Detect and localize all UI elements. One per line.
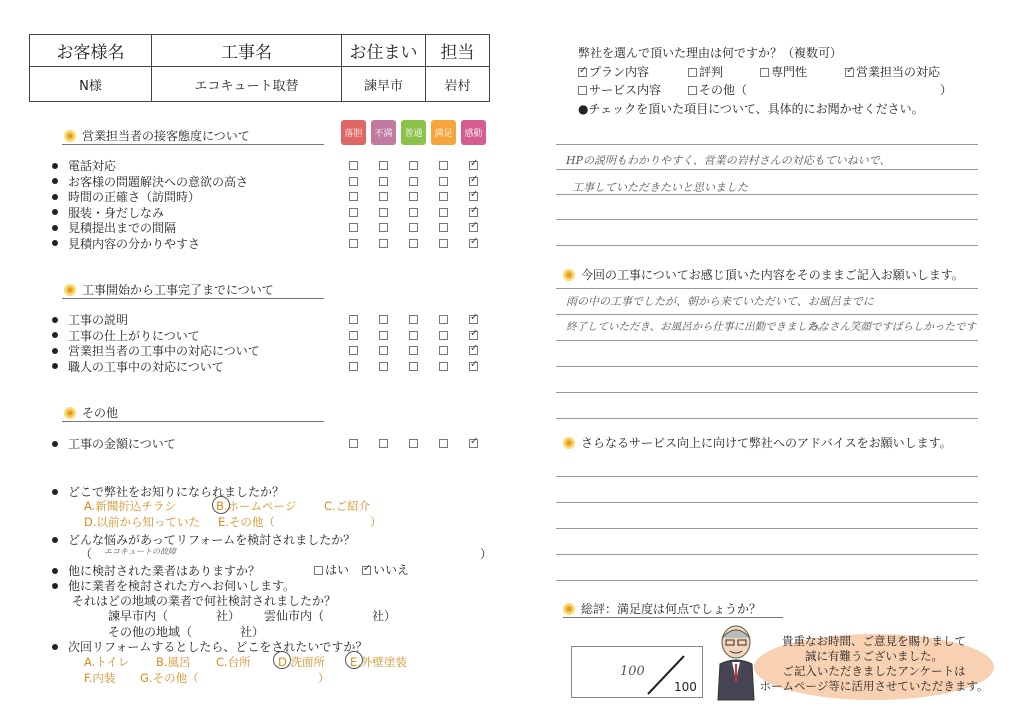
answer-line [556, 580, 978, 581]
rating-checkbox[interactable] [469, 223, 478, 232]
option-a: A.トイレ [84, 655, 130, 669]
rating-checkbox[interactable] [469, 208, 478, 217]
section-advice [563, 434, 952, 451]
area-other-count: 社） [240, 625, 265, 639]
option-yes [314, 561, 349, 578]
reason-sales [845, 63, 940, 80]
section-title: 工事開始から工事完了までについて [82, 283, 274, 297]
section-other [64, 404, 118, 421]
customer-name: N様 [30, 67, 152, 102]
option-g: G.その他（ [140, 671, 199, 685]
handwritten-impression-2: 終了していただき、お風呂から仕事に出勤できました。 [566, 321, 829, 333]
reason-reputation [688, 63, 723, 80]
rating-item [52, 436, 176, 451]
handwritten-reason-2: 工事していただきたいと思いました [572, 181, 748, 194]
rating-checkbox[interactable] [439, 239, 448, 248]
flower-icon [64, 130, 76, 142]
option-c: C.台所 [216, 655, 251, 669]
rating-item [52, 312, 128, 327]
option-e: E.外壁塗装 [350, 655, 407, 669]
question-sub: それはどの地域の業者で何社検討されましたか？ [72, 594, 337, 608]
question-text: どんな悩みがあってリフォームを検討されましたか？ [68, 533, 356, 547]
rating-checkbox[interactable] [379, 362, 388, 371]
label: サービス内容 [589, 83, 662, 97]
option-f: F.内装 [84, 671, 116, 685]
question-text: 他に業者を検討された方へお伺いします。 [68, 579, 296, 593]
rating-header-impressed: 感動 [461, 120, 486, 145]
thanks-line: 誠に有難うございました。 [805, 649, 943, 663]
thanks-line: ホームページ等に活用させていただきます。 [759, 679, 989, 693]
label: いいえ [373, 563, 410, 577]
checkbox-expertise[interactable] [760, 68, 769, 77]
rating-item-label: 工事の説明 [68, 313, 129, 327]
rating-header-satisfied: 満足 [431, 120, 456, 145]
detail-question: ●チェックを頂いた項目について、具体的にお聞かせください。 [578, 102, 924, 116]
rating-checkbox[interactable] [409, 223, 418, 232]
section-title: 総評：満足度は何点でしょうか？ [581, 602, 762, 616]
rating-checkbox[interactable] [439, 192, 448, 201]
label: 評判 [699, 65, 724, 79]
rating-item-label: 職人の工事中の対応について [68, 359, 224, 374]
option-g-close: ） [318, 671, 330, 685]
bullet [52, 583, 58, 589]
checkbox-sales[interactable] [845, 68, 854, 77]
rating-item-label: 工事の仕上がりについて [68, 328, 200, 343]
rating-header-normal: 普通 [401, 120, 426, 145]
rating-checkbox[interactable] [409, 331, 418, 340]
rating-item-label: 見積提出までの間隔 [68, 221, 177, 235]
answer-line [556, 528, 978, 529]
rating-checkbox[interactable] [439, 208, 448, 217]
bullet [52, 441, 58, 447]
answer-circle [273, 651, 291, 669]
thanks-line: 貴重なお時間、ご意見を賜りまして [782, 634, 966, 648]
checkbox-service[interactable] [578, 86, 587, 95]
divider [62, 421, 324, 422]
thanks-line: ご記入いただきましたアンケートは [782, 664, 966, 678]
divider [62, 144, 324, 145]
reason-service [578, 81, 661, 98]
option-b: B.ホームページ [216, 499, 297, 513]
rating-item-label: 服装・身だしなみ [68, 205, 165, 220]
label: はい [325, 563, 350, 577]
rating-checkbox[interactable] [469, 346, 478, 355]
rating-checkbox[interactable] [409, 346, 418, 355]
bullet [52, 317, 58, 323]
rating-checkbox[interactable] [409, 439, 418, 448]
flower-icon [563, 603, 575, 615]
rating-checkbox[interactable] [469, 315, 478, 324]
rating-checkbox[interactable] [349, 315, 358, 324]
rating-checkbox[interactable] [439, 177, 448, 186]
label: プラン内容 [589, 65, 650, 79]
option-no [362, 561, 409, 578]
reason-other [688, 81, 747, 98]
rating-item-label: 見積内容の分かりやすさ [68, 236, 201, 251]
rating-checkbox[interactable] [469, 439, 478, 448]
answer-circle [345, 651, 363, 669]
reason-other-close: ） [940, 83, 953, 97]
rating-item [52, 328, 200, 343]
rating-checkbox[interactable] [349, 239, 358, 248]
rating-checkbox[interactable] [409, 239, 418, 248]
label: 専門性 [771, 65, 808, 79]
bullet [52, 644, 58, 650]
rating-checkbox[interactable] [379, 223, 388, 232]
bullet [52, 363, 58, 369]
rating-item [52, 236, 200, 251]
answer-line [556, 418, 978, 419]
rating-checkbox[interactable] [439, 161, 448, 170]
option-e-close: ） [370, 515, 382, 529]
checkbox-yes[interactable] [314, 566, 323, 575]
rating-item [52, 158, 116, 173]
section-title: 営業担当者の接客態度について [82, 129, 250, 143]
section-title: その他 [82, 406, 119, 420]
reason-question: 弊社を選んで頂いた理由は何ですか？（複数可） [578, 46, 843, 60]
section-sales-attitude [64, 127, 250, 144]
answer-circle [212, 496, 230, 514]
handwritten-impression-3: みなさん笑顔ですばらしかったです [808, 321, 976, 333]
section-impression [563, 266, 964, 283]
question-text: どこで弊社をお知りになられましたか？ [68, 485, 285, 499]
customer-info-table [29, 34, 490, 102]
bullet [52, 225, 58, 231]
answer-line [556, 169, 978, 170]
bullet [52, 537, 58, 543]
question-next-reform [52, 638, 367, 655]
rating-checkbox[interactable] [379, 239, 388, 248]
area-other: その他の地域（ [108, 625, 193, 639]
option-b: B.風呂 [156, 655, 191, 669]
thanks-message [756, 634, 992, 694]
bullet [52, 489, 58, 495]
rating-item-label: 営業担当者の工事中の対応について [68, 344, 260, 358]
header-work-label: 工事名 [152, 35, 342, 67]
rating-checkbox[interactable] [379, 192, 388, 201]
rating-item-label: 工事の金額について [68, 437, 176, 451]
rating-checkbox[interactable] [439, 346, 448, 355]
rating-item-label: お客様の問題解決への意欲の高さ [68, 174, 249, 189]
rating-checkbox[interactable] [469, 161, 478, 170]
bullet [52, 194, 58, 200]
address-value: 諫早市 [342, 67, 426, 102]
rating-checkbox[interactable] [349, 331, 358, 340]
answer-line [556, 392, 978, 393]
rating-checkbox[interactable] [349, 177, 358, 186]
rating-item [52, 359, 224, 374]
checkbox-other[interactable] [688, 86, 697, 95]
score-value: 100 [620, 664, 645, 679]
rating-checkbox[interactable] [409, 161, 418, 170]
rating-checkbox[interactable] [349, 161, 358, 170]
rating-checkbox[interactable] [349, 223, 358, 232]
header-address-label: お住まい [342, 35, 426, 67]
header-customer-label: お客様名 [30, 35, 152, 67]
rating-checkbox[interactable] [379, 346, 388, 355]
rating-checkbox[interactable] [349, 439, 358, 448]
rating-item [52, 220, 176, 235]
answer-line [556, 314, 978, 315]
rating-checkbox[interactable] [409, 362, 418, 371]
rating-header-dissatisfied: 不満 [371, 120, 396, 145]
answer-line [556, 219, 978, 220]
checkbox-plan[interactable] [578, 68, 587, 77]
area-isahaya: 諫早市内（ [108, 609, 169, 623]
staff-illustration [712, 620, 760, 702]
section-construction [64, 281, 274, 298]
rating-checkbox[interactable] [349, 362, 358, 371]
handwritten-reason-1: HPの説明もわかりやすく、営業の岩村さんの対応もていねいで、 [566, 154, 891, 167]
answer-line [556, 476, 978, 477]
rating-checkbox[interactable] [409, 192, 418, 201]
label: その他（ [699, 83, 748, 97]
bullet [52, 332, 58, 338]
rating-checkbox[interactable] [439, 331, 448, 340]
option-c: C.ご紹介 [324, 499, 371, 513]
rating-checkbox[interactable] [349, 346, 358, 355]
question-text: 他に検討された業者はありますか？ [68, 564, 261, 578]
answer-line [556, 245, 978, 246]
answer-line [556, 366, 978, 367]
flower-icon [64, 407, 76, 419]
rating-checkbox[interactable] [469, 331, 478, 340]
rating-item-label: 電話対応 [68, 159, 117, 173]
checkbox-no[interactable] [362, 566, 371, 575]
option-e: E.その他（ [218, 515, 275, 529]
rating-checkbox[interactable] [379, 208, 388, 217]
rating-checkbox[interactable] [469, 192, 478, 201]
rating-checkbox[interactable] [379, 161, 388, 170]
flower-icon [563, 437, 575, 449]
paren-open: （ [80, 547, 93, 561]
rating-item [52, 174, 248, 189]
section-title: 今回の工事についてお感じ頂いた内容をそのままご記入お願いします。 [581, 268, 964, 282]
score-max: 100 [674, 680, 697, 694]
divider [62, 298, 324, 299]
rating-item [52, 205, 164, 220]
answer-line [556, 554, 978, 555]
rating-checkbox[interactable] [379, 315, 388, 324]
reason-plan [578, 63, 649, 80]
area-isahaya-count: 社） [216, 609, 241, 623]
rating-checkbox[interactable] [379, 177, 388, 186]
rating-checkbox[interactable] [469, 239, 478, 248]
rating-checkbox[interactable] [409, 177, 418, 186]
answer-line [556, 340, 978, 341]
work-name: エコキュート取替 [152, 67, 342, 102]
label: 営業担当の対応 [856, 65, 941, 79]
bullet [52, 163, 58, 169]
rating-checkbox[interactable] [439, 223, 448, 232]
rating-checkbox[interactable] [349, 208, 358, 217]
bullet [52, 240, 58, 246]
worry-answer: エコキュートの故障 [104, 547, 176, 556]
divider [563, 617, 783, 618]
rating-checkbox[interactable] [409, 208, 418, 217]
rating-checkbox[interactable] [379, 439, 388, 448]
rating-checkbox[interactable] [379, 331, 388, 340]
reason-expertise [760, 63, 807, 80]
rating-item [52, 189, 200, 204]
option-a: A.新聞折込チラシ [84, 499, 176, 513]
answer-line [556, 288, 978, 289]
option-d: D.以前から知っていた [84, 515, 201, 529]
handwritten-impression-1: 雨の中の工事でしたが、朝から来ていただいて、お風呂までに [566, 295, 874, 308]
rating-checkbox[interactable] [409, 315, 418, 324]
rating-header-disappointed: 落胆 [341, 120, 366, 145]
bullet [52, 209, 58, 215]
option-d: D.洗面所 [278, 655, 326, 669]
answer-line [556, 144, 978, 145]
rating-item-label: 時間の正確さ（訪問時） [68, 190, 201, 204]
bullet [52, 178, 58, 184]
answer-line [556, 502, 978, 503]
rating-checkbox[interactable] [469, 177, 478, 186]
staff-name: 岩村 [426, 67, 490, 102]
rating-checkbox[interactable] [439, 315, 448, 324]
flower-icon [563, 269, 575, 281]
question-text: 次回リフォームするとしたら、どこをされたいですか？ [68, 640, 368, 654]
area-unzen: 雲仙市内（ [264, 609, 325, 623]
checkbox-reputation[interactable] [688, 68, 697, 77]
flower-icon [64, 284, 76, 296]
bullet [52, 348, 58, 354]
question-worries [52, 531, 355, 548]
section-title: さらなるサービス向上に向けて弊社へのアドバイスをお願いします。 [581, 436, 952, 450]
header-staff-label: 担当 [426, 35, 490, 67]
section-score [563, 600, 761, 617]
rating-checkbox[interactable] [469, 362, 478, 371]
paren-close: ） [480, 547, 493, 561]
area-unzen-count: 社） [372, 609, 397, 623]
rating-item [52, 343, 260, 358]
rating-checkbox[interactable] [439, 362, 448, 371]
bullet [52, 568, 58, 574]
rating-checkbox[interactable] [349, 192, 358, 201]
rating-checkbox[interactable] [439, 439, 448, 448]
